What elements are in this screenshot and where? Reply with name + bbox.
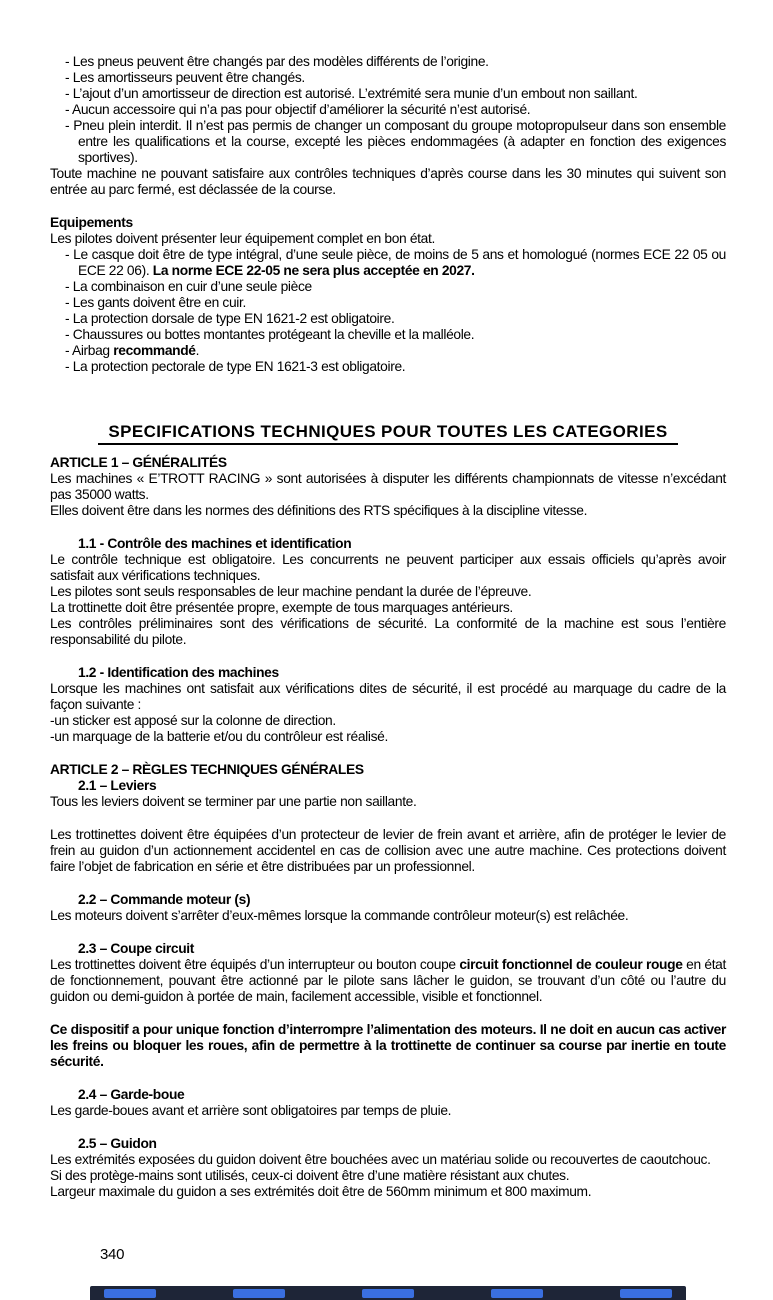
- subsection-heading: 1.2 - Identification des machines: [78, 665, 279, 680]
- taskbar-item[interactable]: [362, 1289, 414, 1298]
- section-heading: Equipements: [50, 215, 133, 230]
- bullet-item: - La protection dorsale de type EN 1621-2 est obligatoire.: [50, 311, 726, 327]
- paragraph: Si des protège-mains sont utilisés, ceux-ci doivent être d’une matière résistant aux chutes.: [50, 1168, 570, 1183]
- paragraph: Les trottinettes doivent être équipées d’un protecteur de levier de frein avant et arrière, afin de protéger le levier de frein au guidon d’un actionnement accidentel en cas de collision avec une autre machine. Ces protections doivent faire l’objet de fabrication en série et être distribuées par un professionnel.: [50, 827, 726, 874]
- paragraph: Toute machine ne pouvant satisfaire aux contrôles techniques d’après course dans les 30 minutes qui suivent son entrée au parc fermé, est déclassée de la course.: [50, 166, 726, 197]
- main-title-text: SPECIFICATIONS TECHNIQUES POUR TOUTES LES CATEGORIES: [98, 422, 677, 445]
- subsection-heading: 2.3 – Coupe circuit: [78, 941, 195, 956]
- bold-paragraph: Ce dispositif a pour unique fonction d’interrompre l’alimentation des moteurs. Il ne doit en aucun cas activer les freins ou bloquer les roues, afin de permettre à la trottinette de continuer sa course par inertie en toute sécurité.: [50, 1022, 726, 1069]
- paragraph: La trottinette doit être présentée propre, exempte de tous marquages antérieurs.: [50, 600, 513, 615]
- main-title: [50, 422, 726, 442]
- subsection-heading: 1.1 - Contrôle des machines et identification: [78, 536, 352, 551]
- taskbar-strip: [90, 1286, 686, 1300]
- taskbar-item[interactable]: [620, 1289, 672, 1298]
- bullet-item: - La combinaison en cuir d’une seule pièce: [50, 279, 726, 295]
- paragraph: Les machines « E’TROTT RACING » sont autorisées à disputer les différents championnats de vitesse n’excédant pas 35000 watts.: [50, 471, 726, 502]
- bullet-item: - Les pneus peuvent être changés par des modèles différents de l’origine.: [50, 54, 726, 70]
- subsection-heading: 2.4 – Garde-boue: [78, 1087, 185, 1102]
- bullet-item: - Le casque doit être de type intégral, d’une seule pièce, de moins de 5 ans et homologué (normes ECE 22 05 ou ECE 22 06). La norme ECE 22-05 ne sera plus acceptée en 2027.: [50, 247, 726, 279]
- taskbar-item[interactable]: [233, 1289, 285, 1298]
- bullet-item: - Aucun accessoire qui n’a pas pour objectif d’améliorer la sécurité n’est autorisé.: [50, 102, 726, 118]
- bullet-item: - Pneu plein interdit. Il n’est pas permis de changer un composant du groupe motopropulseur dans son ensemble entre les qualifications et la course, excepté les pièces endommagées (à adapter en fonction des exigences sportives).: [50, 118, 726, 166]
- subsection-heading: 2.1 – Leviers: [78, 778, 157, 793]
- paragraph: Les trottinettes doivent être équipés d’un interrupteur ou bouton coupe circuit fonctionnel de couleur rouge en état de fonctionnement, pouvant être actionné par le pilote sans lâcher le guidon, se trouvant d’un côté ou l’autre du guidon ou demi-guidon à portée de main, facilement accessible, visible et fonctionnel.: [50, 957, 726, 1004]
- bullet-item: - Chaussures ou bottes montantes protégeant la cheville et la malléole.: [50, 327, 726, 343]
- bullet-item: - L’ajout d’un amortisseur de direction est autorisé. L’extrémité sera munie d’un embout non saillant.: [50, 86, 726, 102]
- paragraph: Les pilotes doivent présenter leur équipement complet en bon état.: [50, 231, 435, 246]
- bullet-item: - Airbag recommandé.: [50, 343, 726, 359]
- paragraph: Les moteurs doivent s’arrêter d’eux-mêmes lorsque la commande contrôleur moteur(s) est relâchée.: [50, 908, 629, 923]
- paragraph: Les garde-boues avant et arrière sont obligatoires par temps de pluie.: [50, 1103, 452, 1118]
- page-number: 340: [100, 1246, 125, 1263]
- subsection-heading: 2.5 – Guidon: [78, 1136, 157, 1151]
- section-heading: ARTICLE 2 – RÈGLES TECHNIQUES GÉNÉRALES: [50, 762, 364, 777]
- bullet-item: - Les amortisseurs peuvent être changés.: [50, 70, 726, 86]
- paragraph: -un sticker est apposé sur la colonne de direction.: [50, 713, 336, 728]
- paragraph: Les contrôles préliminaires sont des vérifications de sécurité. La conformité de la machine est sous l’entière responsabilité du pilote.: [50, 616, 726, 647]
- bullet-item: - Les gants doivent être en cuir.: [50, 295, 726, 311]
- paragraph: Les extrémités exposées du guidon doivent être bouchées avec un matériau solide ou recouvertes de caoutchouc.: [50, 1152, 711, 1167]
- paragraph: -un marquage de la batterie et/ou du contrôleur est réalisé.: [50, 729, 388, 744]
- paragraph: Largeur maximale du guidon a ses extrémités doit être de 560mm minimum et 800 maximum.: [50, 1184, 592, 1199]
- document-body: [50, 54, 726, 1200]
- section-heading: ARTICLE 1 – GÉNÉRALITÉS: [50, 455, 227, 470]
- paragraph: Les pilotes sont seuls responsables de leur machine pendant la durée de l’épreuve.: [50, 584, 532, 599]
- paragraph: Lorsque les machines ont satisfait aux vérifications dites de sécurité, il est procédé au marquage du cadre de la façon suivante :: [50, 681, 726, 712]
- bullet-item: - La protection pectorale de type EN 1621-3 est obligatoire.: [50, 359, 726, 375]
- taskbar-item[interactable]: [104, 1289, 156, 1298]
- taskbar-item[interactable]: [491, 1289, 543, 1298]
- subsection-heading: 2.2 – Commande moteur (s): [78, 892, 251, 907]
- paragraph: Le contrôle technique est obligatoire. Les concurrents ne peuvent participer aux essais officiels qu’après avoir satisfait aux vérifications techniques.: [50, 552, 726, 583]
- paragraph: Elles doivent être dans les normes des définitions des RTS spécifiques à la discipline vitesse.: [50, 503, 588, 518]
- paragraph: Tous les leviers doivent se terminer par une partie non saillante.: [50, 794, 417, 809]
